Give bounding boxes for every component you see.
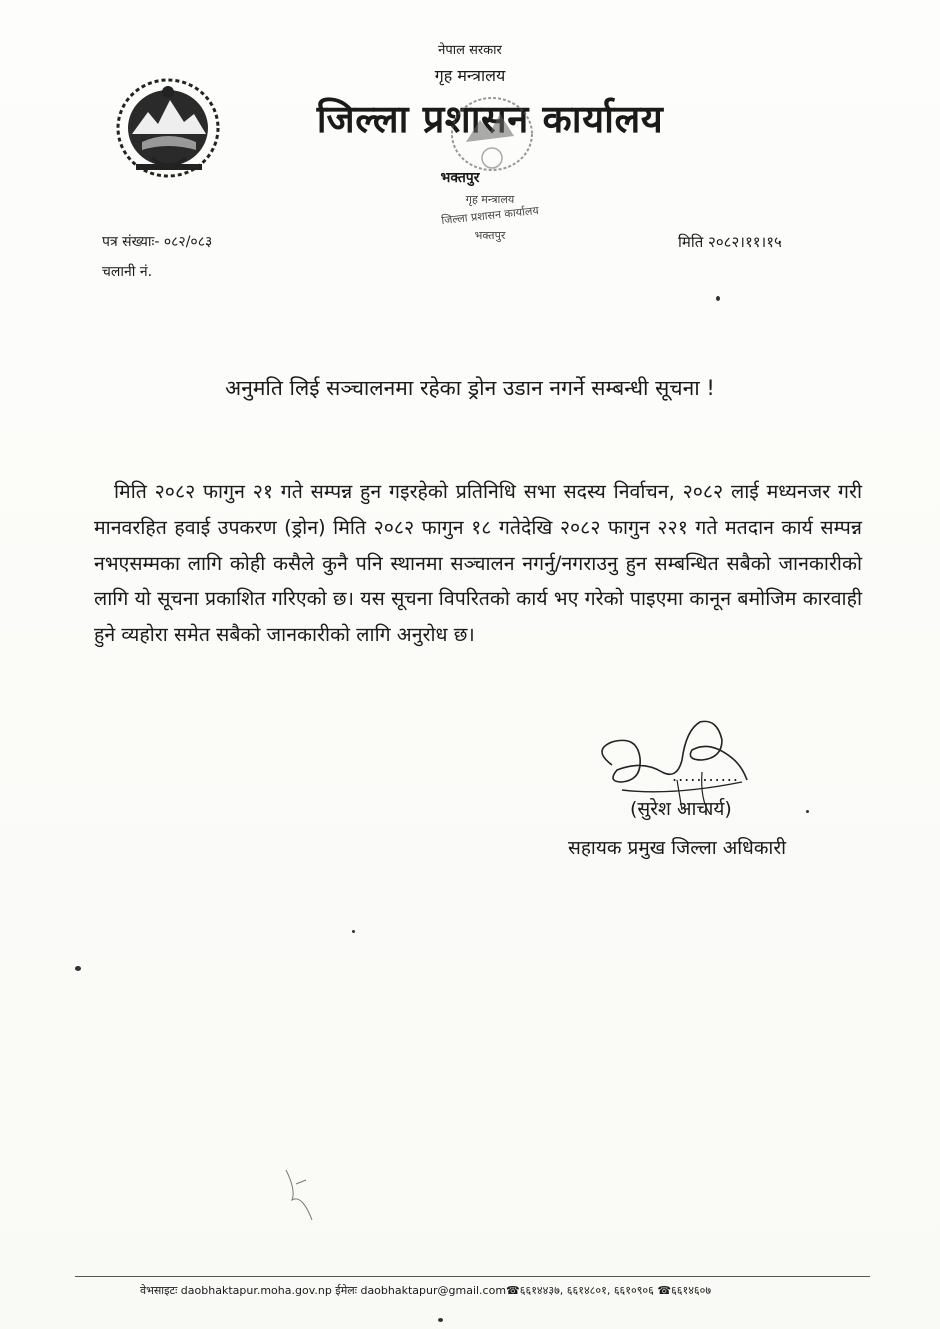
footer-divider bbox=[75, 1276, 870, 1277]
signer-title: सहायक प्रमुख जिल्ला अधिकारी bbox=[568, 837, 787, 859]
stamp-office: जिल्ला प्रशासन कार्यालय bbox=[440, 203, 540, 228]
dispatch-number: चलानी नं. bbox=[102, 264, 153, 280]
office-name: जिल्ला प्रशासन कार्यालय bbox=[316, 97, 664, 141]
nepal-emblem-icon bbox=[112, 72, 224, 182]
notice-body: मिति २०८२ फागुन २१ गते सम्पन्न हुन गइरहेको प्रतिनिधि सभा सदस्य निर्वाचन, २०८२ लाई मध्यनजर गरी मानवरहित हवाई उपकरण (ड्रोन) मिति २०८२ फागुन १८ गतेदेखि २०८२ फागुन २२१ गते मतदान कार्य सम्पन्न नभएसम्मका लागि कोही कसैले कुनै पनि स्थानमा सञ्चालन नगर्नु/नगराउनु हुन सम्बन्धित सबैको जानकारीको लागि यो सूचना प्रकाशित गरिएको छ। यस सूचना विपरितको कार्य भए गरेको पाइएमा कानून बमोजिम कारवाही हुने व्यहोरा समेत सबैको जानकारीको लागि अनुरोध छ। bbox=[94, 480, 862, 647]
stamp-ministry: गृह मन्त्रालय bbox=[465, 193, 515, 206]
footer-contact: वेभसाइटः daobhaktapur.moha.gov.np ईमेलः daobhaktapur@gmail.com☎६६१४४३७, ६६१४८०१, ६६१०९०६ ☎६६१४६०७ bbox=[140, 1284, 712, 1297]
signer-name: (सुरेश आचार्य) bbox=[630, 798, 732, 820]
notice-subject: अनुमति लिई सञ्चालनमा रहेका ड्रोन उडान नगर्ने सम्बन्धी सूचना ! bbox=[225, 376, 715, 400]
letter-date: मिति २०८२।११।१५ bbox=[678, 233, 782, 251]
signature-dots: ........... bbox=[672, 766, 739, 785]
paper-mark bbox=[282, 1160, 332, 1230]
district-name: भक्तपुर bbox=[440, 170, 480, 186]
letter-number: पत्र संख्याः- ०८२/०८३ bbox=[102, 234, 213, 250]
ministry-name: गृह मन्त्रालय bbox=[434, 66, 506, 85]
government-name: नेपाल सरकार bbox=[438, 43, 502, 58]
stamp-district: भक्तपुर bbox=[474, 229, 506, 242]
office-stamp bbox=[400, 84, 580, 244]
